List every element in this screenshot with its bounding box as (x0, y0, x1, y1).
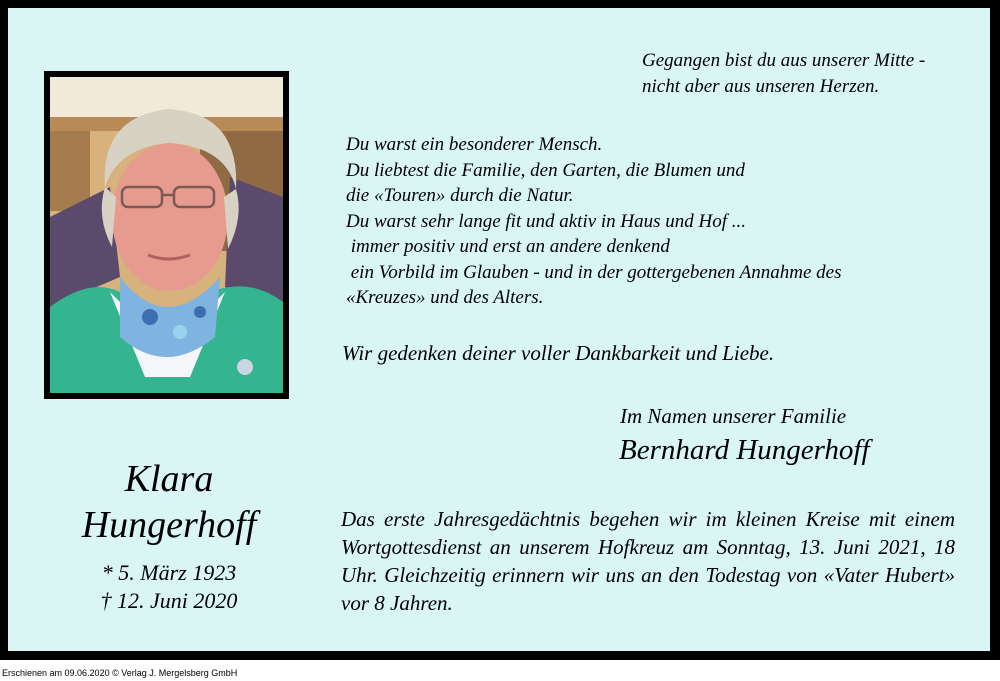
publication-footer: Erschienen am 09.06.2020 © Verlag J. Mergelsberg GmbH (2, 668, 238, 678)
birth-date: * 5. März 1923 (101, 560, 237, 585)
card-inner (8, 8, 990, 651)
deceased-last-name: Hungerhoff (81, 504, 257, 546)
deceased-first-name: Klara (124, 458, 214, 500)
poem (346, 132, 842, 311)
motto (642, 48, 925, 100)
poem-line: Du warst sehr lange fit und aktiv in Haus und Hof ... (346, 210, 747, 232)
poem-line: ein Vorbild im Glauben - und in der gottergebenen Annahme des (346, 261, 842, 283)
anniversary-notice: Das erste Jahresgedächtnis begehen wir im kleinen Kreise mit einem Wortgottesdienst an unserem Hofkreuz am Sonntag, 13. Juni 2021, 18 Uhr. Gleichzeitig erinnern wir uns an den Todestag von «Vater Hubert» vor 8 Jahren. (341, 507, 955, 615)
portrait-frame (44, 71, 289, 399)
remembrance-line: Wir gedenken deiner voller Dankbarkeit und Liebe. (342, 341, 775, 365)
motto-line: nicht aber aus unseren Herzen. (642, 76, 880, 97)
deceased-name (44, 456, 294, 548)
poem-line: Du liebtest die Familie, den Garten, die Blumen und (346, 159, 745, 181)
portrait-photo (50, 77, 283, 393)
portrait-illustration (50, 77, 283, 393)
poem-line: Du warst ein besonderer Mensch. (346, 134, 603, 155)
poem-line: die «Touren» durch die Natur. (346, 185, 574, 206)
motto-line: Gegangen bist du aus unserer Mitte - (642, 50, 926, 71)
poem-line: immer positiv und erst an andere denkend (346, 236, 670, 257)
death-date: † 12. Juni 2020 (100, 588, 238, 613)
signer-name: Bernhard Hungerhoff (619, 434, 870, 466)
poem-line: «Kreuzes» und des Alters. (346, 287, 544, 308)
life-dates (44, 559, 294, 615)
family-line: Im Namen unserer Familie (620, 404, 847, 428)
